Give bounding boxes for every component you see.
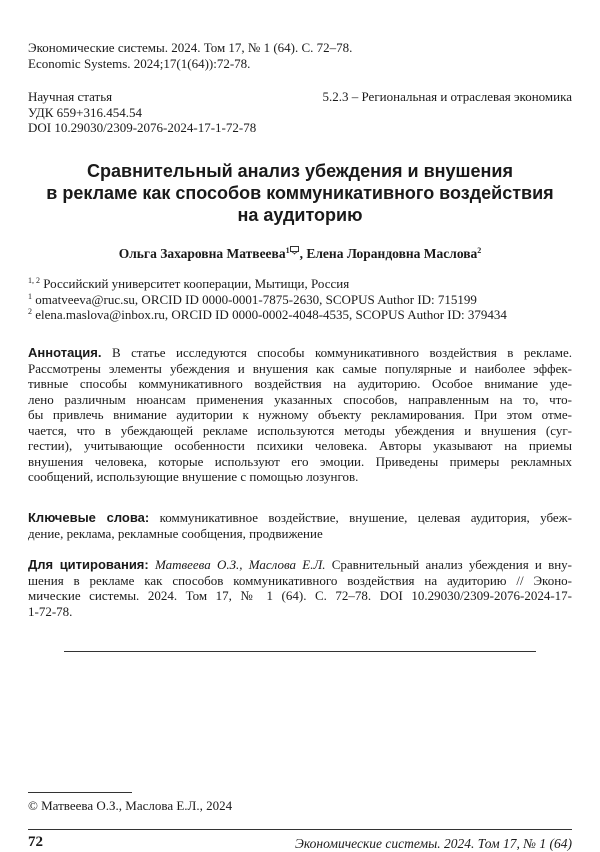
author-affiliation-mark: 2 <box>477 246 482 255</box>
affiliation-line: $^{1, 2}$ Российский университет кооперации, Мытищи, Россия <box>28 276 350 291</box>
citation-label: Для цитирования: <box>28 557 149 572</box>
udc-code: УДК 659+316.454.54 <box>28 104 143 120</box>
abstract-line: чается, что в убеждающей рекламе используются методы убеждения и внушения (суг- <box>28 422 572 438</box>
abstract-line: Аннотация. В статье исследуются способы коммуникативного воздействия в рекламе. <box>28 345 572 360</box>
abstract <box>28 345 572 485</box>
abstract-line: внушения человека, которые используют его эмоции. Приведены примеры рекламных <box>28 453 572 469</box>
citation-line: мические системы. 2024. Том 17, № 1 (64). С. 72–78. DOI 10.29030/2309-2076-2024-17- <box>28 588 572 603</box>
abstract-label: Аннотация. <box>28 345 102 360</box>
envelope-icon <box>290 246 299 252</box>
keywords-line: дение, реклама, рекламные сообщения, продвижение <box>28 525 323 541</box>
journal-header <box>28 40 572 71</box>
affiliation-line: $^1$ omatveeva@ruc.su, ORCID ID 0000-0001-7875-2630, SCOPUS Author ID: 715199 <box>28 291 477 307</box>
title-line: на аудиторию <box>237 205 363 225</box>
section-divider <box>64 651 536 652</box>
author-affiliation-mark: 1 <box>285 246 290 255</box>
footnote-divider <box>28 792 132 793</box>
citation-authors: Матвеева О.З., Маслова Е.Л. <box>148 557 326 572</box>
title-line: в рекламе как способов коммуникативного воздействия <box>46 183 554 203</box>
abstract-line: бы привлечь внимание аудитории к нужному объекту рекламирования. При этом отме- <box>28 407 572 422</box>
author-name: Ольга Захаровна Матвеева <box>118 246 286 261</box>
author-separator: , <box>299 246 307 261</box>
abstract-line: сообщений, использующие внушение с помощью лозунгов. <box>28 469 359 484</box>
article-doi: DOI 10.29030/2309-2076-2024-17-1-72-78 <box>28 120 257 135</box>
citation-line: шения в рекламе как способов коммуникативного воздействия на аудиторию // Эконо- <box>28 572 572 588</box>
title-line: Сравнительный анализ убеждения и внушения <box>87 161 513 181</box>
footer-rule <box>28 829 572 830</box>
specialty-code: 5.2.3 – Региональная и отраслевая экономика <box>322 89 572 104</box>
article-title <box>28 160 572 226</box>
journal-header-ru: Экономические системы. 2024. Том 17, № 1 (64). С. 72–78. <box>28 40 353 55</box>
author-name: Елена Лорандовна Маслова <box>306 246 478 261</box>
page-number: 72 <box>28 834 43 850</box>
keywords <box>28 510 572 541</box>
authors-line <box>28 246 572 262</box>
abstract-line: гестии), учитывающие особенности психики человека. Авторы указывают на приемы <box>28 438 572 453</box>
affiliation-line: $^2$ elena.maslova@inbox.ru, ORCID ID 0000-0002-4048-4535, SCOPUS Author ID: 379434 <box>28 307 507 322</box>
citation <box>28 557 572 619</box>
copyright: © Матвеева О.З., Маслова Е.Л., 2024 <box>28 798 233 813</box>
abstract-line: тивные способы коммуникативного воздействия на аудиторию. Особое внимание уде- <box>28 376 572 391</box>
keywords-label: Ключевые слова: <box>28 510 150 525</box>
abstract-line: лено различным нюансам применения указанных способов, направленным на то, что- <box>28 391 572 407</box>
journal-header-en: Economic Systems. 2024;17(1(64)):72-78. <box>28 55 251 71</box>
footer-journal: Экономические системы. 2024. Том 17, № 1 (64) <box>295 836 572 851</box>
affiliations <box>28 276 572 323</box>
keywords-line: Ключевые слова: коммуникативное воздействие, внушение, целевая аудитория, убеж- <box>28 510 572 525</box>
citation-line: Для цитирования: Матвеева О.З., Маслова Е.Л. Сравнительный анализ убеждения и вну- <box>28 557 573 572</box>
article-type: Научная статья <box>28 89 113 104</box>
citation-line: 1-72-78. <box>28 603 73 619</box>
abstract-line: Рассмотрены элементы убеждения и внушения как самые популярные и наиболее эффек- <box>28 360 572 376</box>
